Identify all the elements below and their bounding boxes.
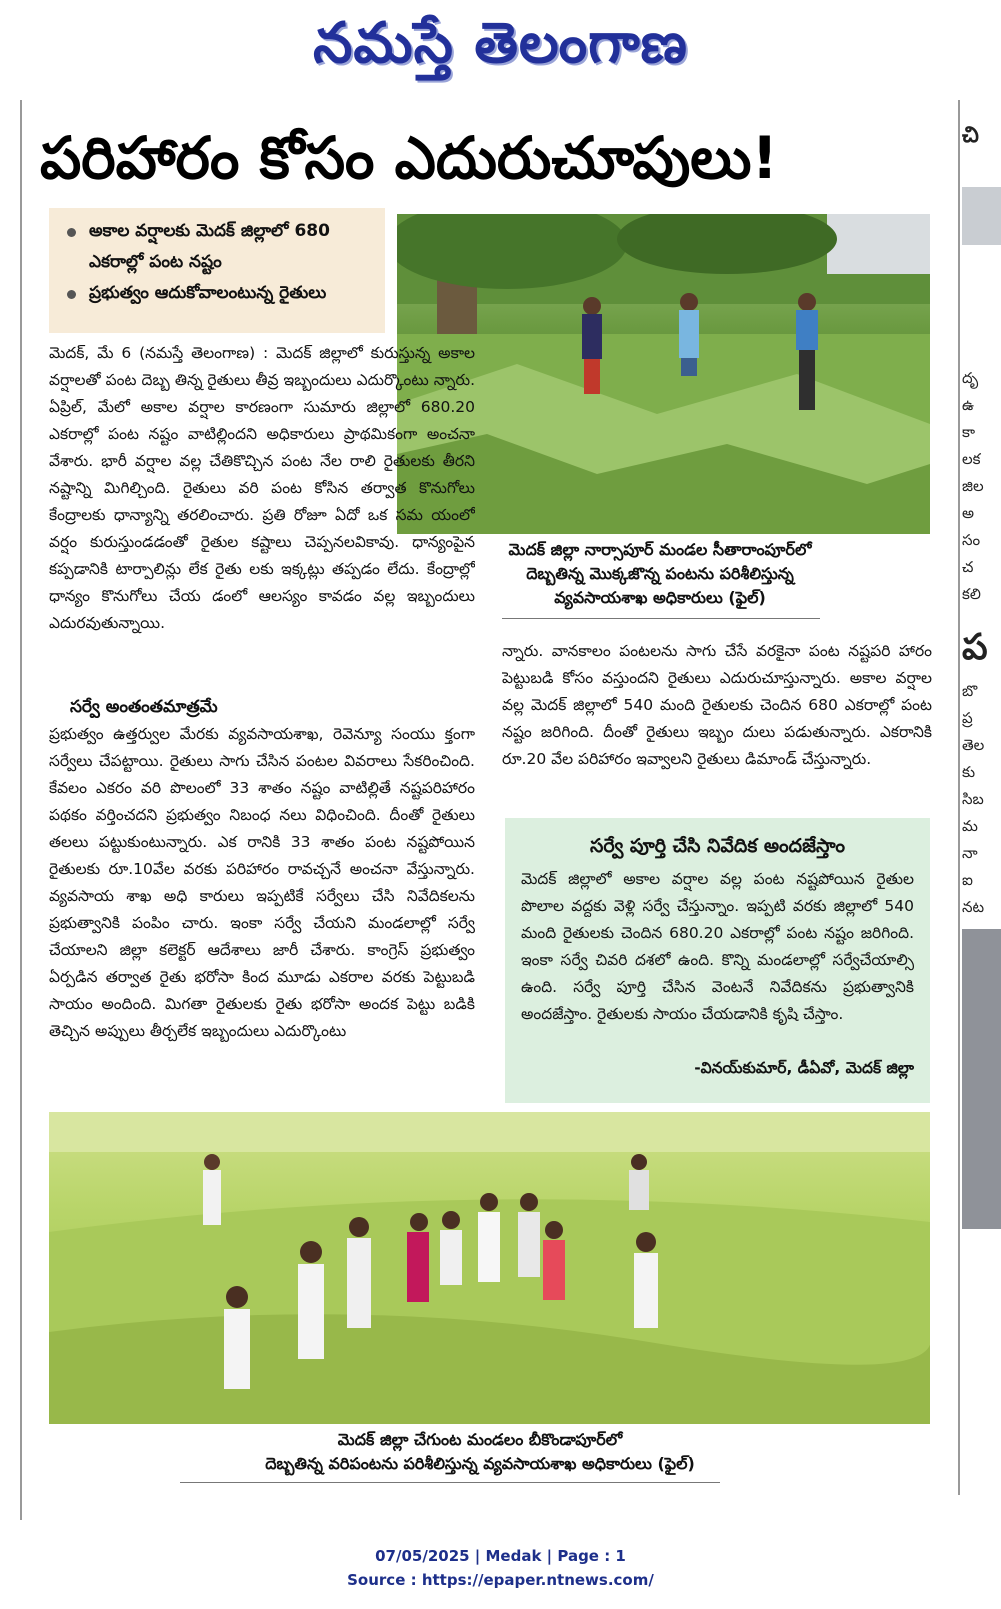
quote-text: మెదక్ జిల్లాలో అకాల వర్షాల వల్ల పంట నష్టపోయిన రైతుల పొలాల వద్దకు వెళ్లి సర్వే చేస్తున్నాం. ఇప్పటి వరకు జిల్లాలో 540 మంది రైతులకు చెందిన 680.20 ఎకరాల్లో పంట నష్టం జరిగింది. ఇంకా సర్వే చివరి దశలో ఉంది. కొన్ని మండలాల్లో సర్వేచేయాల్సి ఉంది. సర్వే పూర్తి చేసిన వెంటనే నివేదికను ప్రభుత్వానికి అందజేస్తాం. రైతులకు సాయం చేయడానికి కృషి చేస్తాం. bbox=[521, 870, 914, 1023]
person-figure bbox=[203, 1154, 221, 1225]
adjacent-photo-fragment bbox=[962, 929, 1001, 1229]
page-footer-date: 07/05/2025 | Medak | Page : 1 bbox=[375, 1547, 626, 1565]
quote-title: సర్వే పూర్తి చేసి నివేదిక అందజేస్తాం bbox=[589, 835, 845, 857]
adjacent-text-fragment: జిల bbox=[962, 477, 984, 495]
bullet-icon bbox=[67, 290, 76, 299]
person-figure bbox=[440, 1211, 462, 1285]
adjacent-text-fragment: దృ bbox=[962, 369, 979, 387]
adjacent-photo-fragment bbox=[962, 187, 1001, 245]
article-body-col2: న్నారు. వానకాలం పంటలను సాగు చేసే వరకైనా పంట నష్టపరి హారం పెట్టుబడి కోసం వస్తుందని రైతులు ఎదురుచూస్తున్నారు. అకాల వర్షాల వల్ల మెదక్ జిల్లాలో 540 మంది రైతులకు చెందిన 680 ఎకరాల్లో పంట నష్టం జరిగింది. దీంతో రైతులు ఇబ్బం దులు పడుతున్నారు. ఎకరానికి రూ.20 వేల పరిహారం ఇవ్వాలని రైతులు డిమాండ్ చేస్తున్నారు. bbox=[502, 642, 932, 768]
paddy-field-illustration bbox=[49, 1112, 930, 1424]
adjacent-text-fragment: చ bbox=[962, 558, 974, 576]
official-quote-box bbox=[505, 818, 930, 1103]
adjacent-text-fragment: మ bbox=[962, 817, 978, 835]
article-headline: పరిహారం కోసం ఎదురుచూపులు! bbox=[40, 124, 778, 192]
adjacent-text-fragment: బొ bbox=[962, 682, 978, 700]
person-figure bbox=[582, 297, 602, 394]
highlight-item bbox=[63, 278, 375, 309]
caption-line: వ్యవసాయశాఖ అధికారులు (ఫైల్) bbox=[554, 588, 766, 607]
bullet-icon bbox=[67, 228, 76, 237]
person-figure bbox=[518, 1193, 540, 1277]
adjacent-headline-fragment: ప bbox=[962, 627, 988, 668]
maize-field-photo bbox=[397, 214, 930, 534]
adjacent-text-fragment: తెల bbox=[962, 736, 985, 754]
photo-caption bbox=[490, 538, 830, 610]
adjacent-text-fragment: ప్ర bbox=[962, 709, 973, 727]
caption-line: దెబ్బతిన్న వరిపంటను పరిశీలిస్తున్న వ్యవసాయశాఖ అధికారులు (ఫైల్) bbox=[265, 1454, 695, 1473]
adjacent-text-fragment: కా bbox=[962, 423, 976, 441]
person-figure bbox=[796, 293, 818, 410]
caption-line: దెబ్బతిన్న మొక్కజొన్న పంటను పరిశీలిస్తున్న bbox=[526, 564, 794, 583]
adjacent-article-strip bbox=[962, 118, 1001, 1468]
adjacent-text-fragment: కు bbox=[962, 763, 976, 781]
caption-line: మెదక్ జిల్లా నార్సాపూర్ మండల సీతారాంపూర్‌లో bbox=[508, 540, 812, 559]
person-figure bbox=[224, 1286, 250, 1389]
photo-caption bbox=[180, 1428, 780, 1476]
article-body-col1: మెదక్, మే 6 (నమస్తే తెలంగాణ) : మెదక్ జిల్లాలో కురుస్తున్న అకాల వర్షాలతో పంట దెబ్బ తిన్న రైతులు తీవ్ర ఇబ్బందులు ఎదుర్కొంటు న్నారు. ఏప్రిల్, మేలో అకాల వర్షాల కారణంగా సుమారు జిల్లాలో 680.20 ఎకరాల్లో పంట నష్టం వాటిల్లిందని అధికారులు ప్రాథమికంగా అంచనా వేశారు. భారీ వర్షాల వల్ల చేతికొచ్చిన పంట నేల రాలి రైతులకు తీరని నష్టాన్ని మిగిల్చింది. రైతులు వరి పంట కోసిన తర్వాత కొనుగోలు కేంద్రాలకు ధాన్యాన్ని తరలించారు. ప్రతి రోజూ ఏదో ఒక సమ యంలో వర్షం కురుస్తుండడంతో రైతుల కష్టాలు చెప్పనలవికావు. ధాన్యంపైన కప్పడానికి టార్పాలిన్లు లేక రైతు లకు ఇక్కట్లు తప్పడం లేదు. కేంద్రాల్లో ధాన్యం కొనుగోలు చేయ డంలో ఆలస్యం కావడం వల్ల ఇబ్బందులు ఎదురవుతున్నాయి. bbox=[49, 344, 475, 632]
caption-line: మెదక్ జిల్లా చేగుంట మండలం బీకొండాపూర్‌లో bbox=[337, 1430, 623, 1449]
adjacent-text-fragment: కలి bbox=[962, 585, 981, 603]
adjacent-text-fragment: నా bbox=[962, 844, 978, 862]
page-footer-source[interactable]: Source : https://epaper.ntnews.com/ bbox=[347, 1571, 654, 1589]
adjacent-text-fragment: ఉ bbox=[962, 396, 974, 414]
paddy-field-photo bbox=[49, 1112, 930, 1424]
quote-signature: -వినయ్‌కుమార్, డీఏవో, మెదక్ జిల్లా bbox=[694, 1059, 914, 1077]
maize-field-illustration bbox=[397, 214, 930, 534]
adjacent-text-fragment: లక bbox=[962, 450, 981, 468]
adjacent-text-fragment: సం bbox=[962, 531, 981, 549]
article-body-col1-cont: ప్రభుత్వం ఉత్తర్వుల మేరకు వ్యవసాయశాఖ, రెవెన్యూ సంయు క్తంగా సర్వేలు చేపట్టాయి. రైతులు సాగు చేసిన పంటల వివరాలు సేకరించింది. కేవలం ఎకరం వరి పొలంలో 33 శాతం నష్టం వాటిల్లితే నష్టపరిహారం పథకం వర్తించదని ప్రభుత్వం నిబంధ నలు విధించింది. దీంతో రైతులు తలలు పట్టుకుంటున్నారు. ఎక రానికి 33 శాతం పంట నష్టపోయిన రైతులకు రూ.10వేల వరకు పరిహారం రావచ్చనే అంచనా వేస్తున్నారు. వ్యవసాయ శాఖ అధి కారులు ఇప్పటికే సర్వేలు చేసి నివేదికలను ప్రభుత్వానికి పంపిం చారు. ఇంకా సర్వే చేయని మండలాల్లో సర్వే చేయాలని జిల్లా కలెక్టర్ ఆదేశాలు జారీ చేశారు. కాంగ్రెస్ ప్రభుత్వం ఏర్పడిన తర్వాత రైతు భరోసా కింద మూడు ఎకరాల వరకు పెట్టుబడి సాయం అందింది. మిగతా రైతులకు రైతు భరోసా అందక పెట్టు బడికి తెచ్చిన అప్పులు తీర్చలేక ఇబ్బందులు ఎదుర్కొంటు bbox=[49, 725, 475, 1040]
person-figure bbox=[478, 1193, 500, 1282]
adjacent-text-fragment: అ bbox=[962, 504, 975, 522]
highlights-box bbox=[49, 208, 385, 333]
adjacent-text-fragment: నట bbox=[962, 898, 985, 916]
highlight-text: అకాల వర్షాలకు మెదక్ జిల్లాలో 680 ఎకరాల్లో పంట నష్టం bbox=[89, 221, 330, 272]
adjacent-text-fragment: ఐ bbox=[962, 871, 973, 889]
caption-divider bbox=[502, 618, 820, 619]
adjacent-text-fragment: సిబ bbox=[962, 790, 984, 808]
person-figure bbox=[629, 1154, 649, 1210]
column-divider-left bbox=[20, 100, 22, 1520]
newspaper-masthead: నమస్తే తెలంగాణ bbox=[313, 11, 688, 76]
highlight-item bbox=[63, 216, 375, 278]
adjacent-headline-fragment: చి bbox=[962, 123, 979, 148]
highlight-text: ప్రభుత్వం ఆదుకోవాలంటున్న రైతులు bbox=[89, 283, 327, 303]
person-figure bbox=[543, 1221, 565, 1300]
caption-divider bbox=[180, 1482, 720, 1483]
person-figure bbox=[679, 293, 699, 376]
column-divider-right bbox=[958, 100, 960, 1495]
person-figure bbox=[634, 1232, 658, 1328]
section-subhead: సర్వే అంతంతమాత్రమే bbox=[70, 697, 218, 717]
